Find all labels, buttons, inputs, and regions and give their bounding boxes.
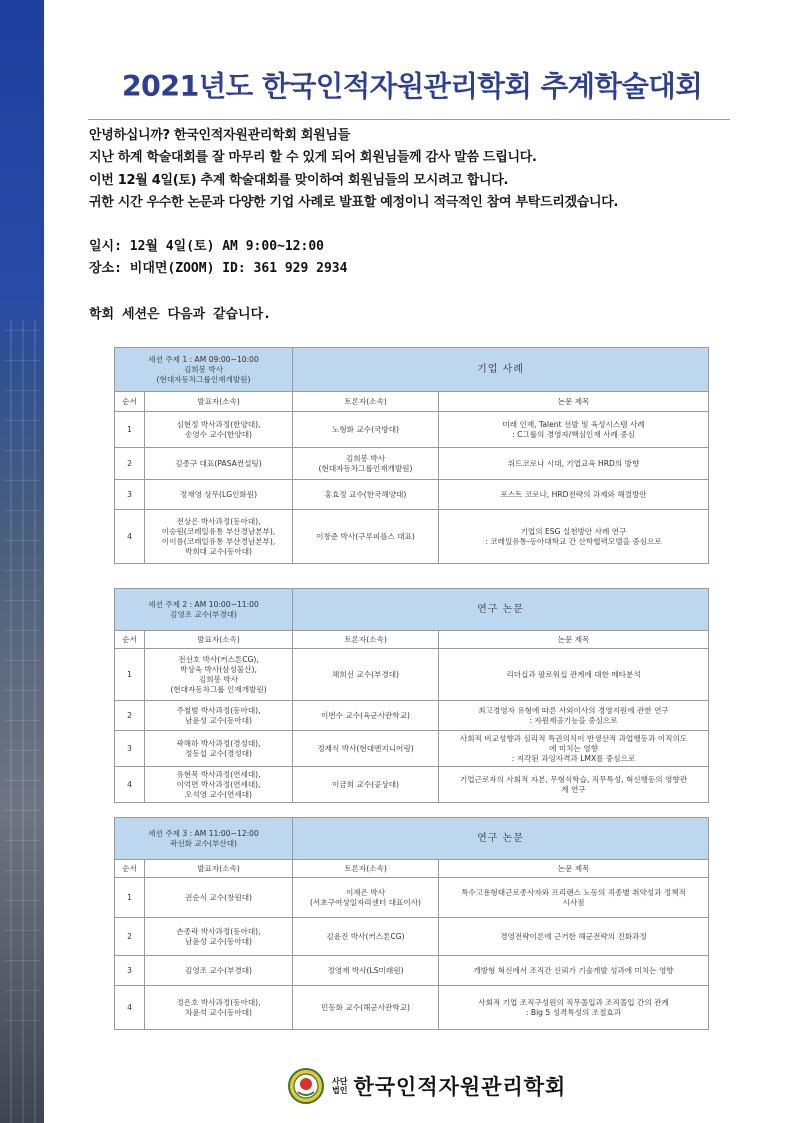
- session-chair-cell: [115, 589, 293, 631]
- paper-cell: [439, 448, 709, 480]
- column-header-discussant: 토론자(소속): [293, 392, 439, 412]
- session-chair-cell: [115, 818, 293, 860]
- paper-line: 포스트 코로나, HRD전략의 과제와 해결방안: [500, 489, 647, 499]
- session-chair-line: 세션 주제 1 : AM 09:00~10:00: [148, 354, 259, 364]
- footer-badge-line: 법인: [332, 1086, 348, 1095]
- discussant-line: 이재은 박사: [345, 887, 386, 897]
- paper-line: 최고경영자 유형에 따른 사외이사의 경영지원에 관한 연구: [478, 705, 669, 715]
- discussant-line: 정영재 박사(LS미래원): [327, 965, 404, 975]
- footer: [288, 1068, 566, 1104]
- table-row: [115, 731, 709, 767]
- intro-line: 안녕하십니까? 한국인적자원관리학회 회원님들: [89, 128, 350, 143]
- session-chair-line: (현대자동차그룹인재개발원): [156, 374, 251, 384]
- presenter-line: 심현정 박사과정(한양대),: [176, 419, 261, 429]
- paper-line: 시사점: [562, 897, 585, 907]
- presenter-cell: [145, 767, 293, 803]
- session-topic: 연구 논문: [293, 589, 709, 631]
- presenter-line: 정재영 상무(LG인화원): [179, 489, 258, 499]
- society-logo-icon: [288, 1068, 324, 1104]
- presenter-cell: [145, 878, 293, 918]
- column-header-paper: 논문 제목: [439, 631, 709, 649]
- discussant-cell: [293, 956, 439, 986]
- presenter-cell: [145, 412, 293, 448]
- discussant-cell: [293, 731, 439, 767]
- presenter-line: 남윤성 교수(동아대): [184, 715, 253, 725]
- presenter-line: 박희대 교수(동아대): [184, 546, 253, 556]
- session-chair-line: 세션 주제 2 : AM 10:00~11:00: [148, 599, 259, 609]
- column-header-discussant: 토론자(소속): [293, 860, 439, 878]
- paper-line: : C그룹의 경영자/핵심인재 사례 중심: [512, 429, 635, 439]
- paper-cell: [439, 956, 709, 986]
- paper-line: 위드코로나 시대, 기업교육 HRD의 방향: [507, 458, 640, 468]
- paper-line: 기업의 ESG 실천방안 사례 연구: [520, 526, 627, 536]
- table-row: [115, 918, 709, 956]
- discussant-line: 이번수 교수(육군사관학교): [320, 710, 411, 720]
- discussant-line: 김희봉 박사: [345, 453, 386, 463]
- discussant-cell: [293, 448, 439, 480]
- presenter-cell: [145, 918, 293, 956]
- discussant-line: (서초구여성일자리센터 대표이사): [309, 897, 422, 907]
- discussant-cell: [293, 767, 439, 803]
- presenter-line: 김종구 대표(PASA컨설팅): [175, 458, 262, 468]
- paper-cell: [439, 412, 709, 448]
- discussant-cell: [293, 510, 439, 564]
- column-header-paper: 논문 제목: [439, 392, 709, 412]
- presenter-line: 전선호 박사(커스톤CG),: [178, 654, 259, 664]
- row-number: 3: [115, 480, 145, 510]
- column-header-no: 순서: [115, 392, 145, 412]
- paper-line: 사회적 기업 조직구성원의 직무몰입과 조직몰입 간의 관계: [478, 997, 669, 1007]
- paper-line: 계 연구: [561, 784, 586, 794]
- paper-cell: [439, 878, 709, 918]
- presenter-line: 이억면 박사과정(연세대),: [176, 779, 261, 789]
- column-header-paper: 논문 제목: [439, 860, 709, 878]
- session-table: [114, 817, 709, 1030]
- paper-line: 기업근로자의 사회적 자본, 무형식학습, 직무특성, 혁신행동의 영향관: [459, 774, 688, 784]
- presenter-line: 정은호 박사과정(동아대),: [176, 997, 261, 1007]
- session-topic: 연구 논문: [293, 818, 709, 860]
- sessions-intro: 학회 세션은 다음과 같습니다.: [89, 307, 272, 322]
- column-header-discussant: 토론자(소속): [293, 631, 439, 649]
- discussant-line: 채희선 교수(부경대): [331, 669, 400, 679]
- table-row: [115, 701, 709, 731]
- column-header-no: 순서: [115, 631, 145, 649]
- intro-line: 지난 하계 학술대회를 잘 마무리 할 수 있게 되어 회원님들께 감사 말씀 드립니다.: [89, 150, 537, 166]
- footer-society-name: 한국인적자원관리학회: [353, 1075, 567, 1099]
- paper-line: : Big 5 성격특성의 조절효과: [525, 1007, 622, 1017]
- title-divider: [88, 119, 730, 120]
- presenter-line: 남윤성 교수(동아대): [184, 936, 253, 946]
- schedule-date: 일시: 12월 4일(토) AM 9:00~12:00: [89, 239, 324, 254]
- paper-line: 개방형 혁신에서 조직간 신뢰가 기술개발 성과에 미치는 영향: [473, 965, 674, 975]
- row-number: 2: [115, 918, 145, 956]
- intro-line: 이번 12월 4일(토) 추계 학술대회를 맞이하여 회원님들의 모시려고 합니다.: [89, 172, 509, 188]
- row-number: 2: [115, 448, 145, 480]
- discussant-line: 김윤진 박사(커스톤CG): [326, 931, 405, 941]
- row-number: 1: [115, 878, 145, 918]
- table-row: [115, 448, 709, 480]
- paper-cell: [439, 701, 709, 731]
- table-row: [115, 510, 709, 564]
- session-chair-line: 세션 주제 3 : AM 11:00~12:00: [148, 828, 259, 838]
- presenter-line: 정동섭 교수(경성대): [184, 748, 253, 758]
- discussant-line: 이금희 교수(공상대): [331, 779, 400, 789]
- discussant-line: 이창준 박사(구루피플스 대표): [316, 531, 415, 541]
- paper-cell: [439, 986, 709, 1030]
- presenter-line: 차윤석 교수(동아대): [184, 1007, 253, 1017]
- discussant-cell: [293, 649, 439, 701]
- row-number: 1: [115, 649, 145, 701]
- paper-cell: [439, 649, 709, 701]
- presenter-cell: [145, 510, 293, 564]
- table-row: [115, 878, 709, 918]
- presenter-line: 송영수 교수(한양대): [184, 429, 253, 439]
- session-table: [114, 347, 709, 564]
- discussant-cell: [293, 878, 439, 918]
- paper-line: 특수고용형태근로종사자와 프리랜스 노동의 직종별 취약성과 정책적: [461, 887, 686, 897]
- table-row: [115, 986, 709, 1030]
- session-topic: 기업 사례: [293, 348, 709, 392]
- column-header-presenter: 발표자(소속): [145, 631, 293, 649]
- row-number: 2: [115, 701, 145, 731]
- paper-line: 사회적 비교성향과 심리적 특권의식이 반생산적 과업행동과 이직의도: [459, 733, 688, 743]
- discussant-cell: [293, 701, 439, 731]
- row-number: 4: [115, 767, 145, 803]
- paper-line: 리더십과 팔로워십 관계에 대한 메타분석: [506, 669, 641, 679]
- presenter-line: 이승원(코레일유통 부산경남본부),: [161, 526, 276, 536]
- table-row: [115, 649, 709, 701]
- footer-badge-line: 사단: [332, 1077, 348, 1086]
- paper-line: 경영전략이론에 근거한 해군전략의 진화과정: [500, 931, 647, 941]
- presenter-cell: [145, 448, 293, 480]
- paper-cell: [439, 480, 709, 510]
- presenter-line: 곽해하 박사과정(경성대),: [176, 738, 261, 748]
- discussant-cell: [293, 412, 439, 448]
- presenter-line: 이이름(코레일유통 부산경남본부),: [161, 536, 276, 546]
- presenter-line: 오석영 교수(연세대): [184, 789, 253, 799]
- paper-line: : 자원제공기능을 중심으로: [529, 715, 618, 725]
- session-chair-line: 김희봉 박사: [183, 364, 224, 374]
- presenter-cell: [145, 986, 293, 1030]
- session-chair-line: 곽선화 교수(부산대): [169, 838, 238, 848]
- table-row: [115, 480, 709, 510]
- session-chair-line: 김영조 교수(부경대): [169, 609, 238, 619]
- row-number: 3: [115, 731, 145, 767]
- presenter-line: 박상욱 박사(삼성물산),: [180, 664, 257, 674]
- presenter-cell: [145, 649, 293, 701]
- session-chair-cell: [115, 348, 293, 392]
- paper-line: 미래 인재, Talent 선발 및 육성시스템 사례: [502, 419, 645, 429]
- discussant-cell: [293, 918, 439, 956]
- presenter-line: 손종락 박사과정(동아대),: [176, 926, 261, 936]
- intro-line: 귀한 시간 우수한 논문과 다양한 기업 사례로 발표할 예정이니 적극적인 참여 부탁드리겠습니다.: [89, 194, 619, 210]
- discussant-cell: [293, 480, 439, 510]
- table-row: [115, 412, 709, 448]
- paper-cell: [439, 731, 709, 767]
- row-number: 4: [115, 510, 145, 564]
- presenter-cell: [145, 701, 293, 731]
- intro-text: [89, 125, 769, 214]
- presenter-cell: [145, 480, 293, 510]
- schedule-block: [89, 236, 347, 280]
- row-number: 3: [115, 956, 145, 986]
- column-header-presenter: 발표자(소속): [145, 392, 293, 412]
- discussant-line: 홍효정 교수(한국해양대): [324, 489, 407, 499]
- discussant-line: 민동화 교수(해군사관학교): [320, 1002, 411, 1012]
- table-row: [115, 767, 709, 803]
- presenter-line: 주철범 박사과정(동아대),: [176, 705, 261, 715]
- row-number: 1: [115, 412, 145, 448]
- presenter-line: (현대자동차그룹 인재개발원): [170, 684, 267, 694]
- paper-cell: [439, 767, 709, 803]
- presenter-line: 전상은 박사과정(동아대),: [176, 516, 261, 526]
- side-building-photo: [0, 0, 44, 1123]
- presenter-line: 김희봉 박사: [198, 674, 239, 684]
- footer-badge: [332, 1077, 347, 1095]
- discussant-cell: [293, 986, 439, 1030]
- discussant-line: 정재식 박사(현대엔지니어링): [317, 743, 414, 753]
- paper-cell: [439, 510, 709, 564]
- paper-line: : 코레일유통-동아대학교 간 산학협력모델을 중심으로: [485, 536, 662, 546]
- presenter-cell: [145, 956, 293, 986]
- paper-line: 에 미치는 영향: [549, 743, 598, 753]
- presenter-line: 권순식 교수(창원대): [184, 892, 253, 902]
- presenter-cell: [145, 731, 293, 767]
- presenter-line: 김영조 교수(부경대): [184, 965, 253, 975]
- paper-cell: [439, 918, 709, 956]
- column-header-no: 순서: [115, 860, 145, 878]
- session-table: [114, 588, 709, 803]
- discussant-line: (현대자동차그룹인재개발원): [318, 463, 413, 473]
- page-title: 2021년도 한국인적자원관리학회 추계학술대회: [121, 70, 703, 103]
- column-header-presenter: 발표자(소속): [145, 860, 293, 878]
- row-number: 4: [115, 986, 145, 1030]
- paper-line: : 지각된 과잉자격과 LMX를 중심으로: [511, 753, 636, 763]
- presenter-line: 유현목 박사과정(연세대),: [176, 769, 261, 779]
- schedule-place: 장소: 비대면(ZOOM) ID: 361 929 2934: [89, 261, 348, 276]
- table-row: [115, 956, 709, 986]
- discussant-line: 노형화 교수(국방대): [331, 424, 400, 434]
